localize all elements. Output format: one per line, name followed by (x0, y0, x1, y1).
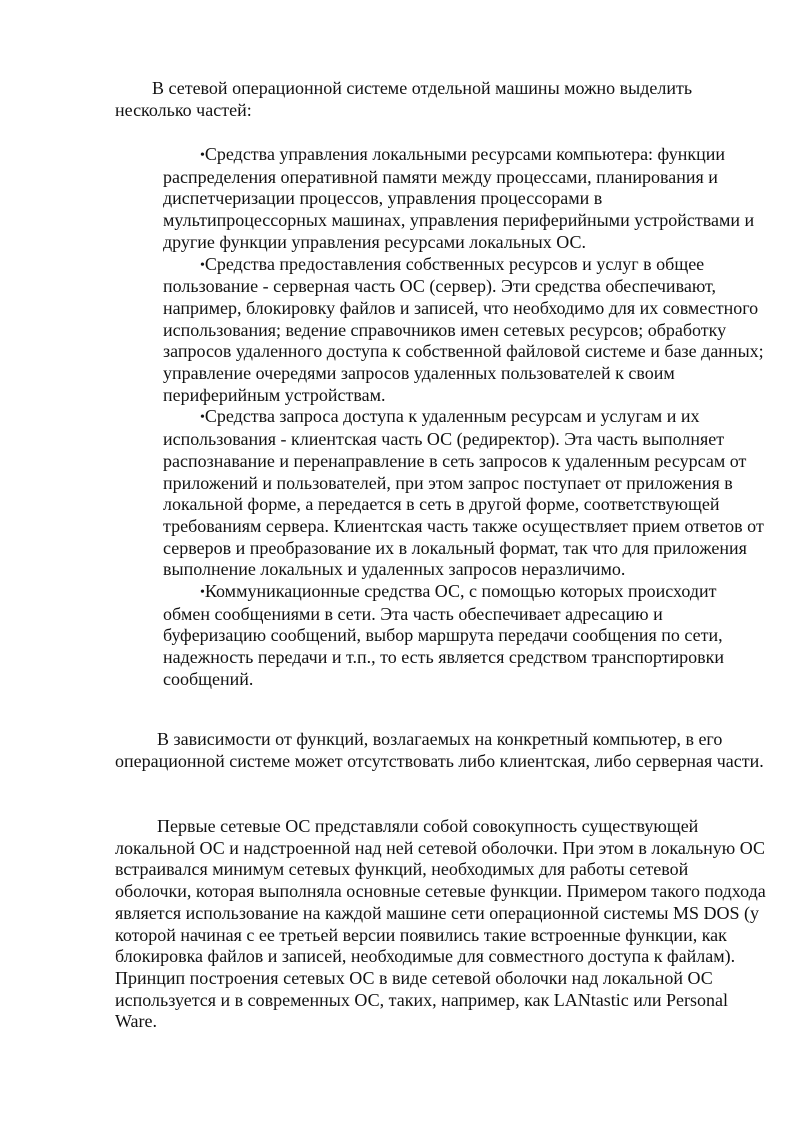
list-item-text: Средства предоставления собственных ресурсов и услуг в общее пользование - серверная часть ОС (сервер). Эти средства обеспечивают, например, блокировку файлов и записей, что необходимо для их совместного использования; ведение справочников имен сетевых ресурсов; обработку запросов удаленного доступа к собственной файловой системе и базе данных; управление очередями запросов удаленных пользователей к своим периферийным устройствам. (163, 253, 764, 405)
list-item (163, 254, 765, 407)
list-item-text: Средства запроса доступа к удаленным ресурсам и услугам и их использования - клиентская часть ОС (редиректор). Эта часть выполняет распознавание и перенаправление в сеть запросов к удаленным ресурсам от приложений и пользователей, при этом запрос поступает от приложения в локальной форме, а передается в сеть в другой форме, соответствующей требованиям сервера. Клиентская часть также осуществляет прием ответов от серверов и преобразование их в локальный формат, так что для приложения выполнение локальных и удаленных запросов неразличимо. (163, 406, 764, 580)
bullet-icon: • (200, 585, 205, 601)
bullet-icon: • (200, 257, 205, 273)
list-item (163, 581, 765, 691)
dependency-paragraph: В зависимости от функций, возлагаемых на конкретный компьютер, в его операционной системе может отсутствовать либо клиентская, либо серверная части. (115, 729, 764, 771)
list-item-text: Коммуникационные средства ОС, с помощью которых происходит обмен сообщениями в сети. Эта часть обеспечивает адресацию и буферизацию сообщений, выбор маршрута передачи сообщения по сети, надежность передачи и т.п., то есть является средством транспортировки сообщений. (163, 581, 725, 689)
first-network-os-paragraph: Первые сетевые ОС представляли собой совокупность существующей локальной ОС и надстроенной над ней сетевой оболочки. При этом в локальную ОС встраивался минимум сетевых функций, необходимых для работы сетевой оболочки, которая выполняла основные сетевые функции. Примером такого подхода является использование на каждой машине сети операционной системы MS DOS (у которой начиная с ее третьей версии появились такие встроенные функции, как блокировка файлов и записей, необходимые для совместного доступа к файлам). Принцип построения сетевых ОС в виде сетевой оболочки над локальной ОС используется и в современных ОС, таких, например, как LANtastic или Personal Ware. (115, 816, 766, 1032)
bullet-icon: • (200, 148, 205, 163)
list-item (163, 144, 765, 254)
list-item-text: Средства управления локальными ресурсами компьютера: функции распределения оперативной памяти между процессами, планирования и диспетчеризации процессов, управления процессорами в мультипроцессорных машинах, управления периферийными устройствами и другие функции управления ресурсами локальных ОС. (163, 144, 755, 252)
os-parts-list (163, 144, 765, 691)
intro-paragraph: В сетевой операционной системе отдельной машины можно выделить несколько частей: (115, 78, 693, 120)
list-item (163, 406, 765, 581)
bullet-icon: • (200, 410, 205, 426)
